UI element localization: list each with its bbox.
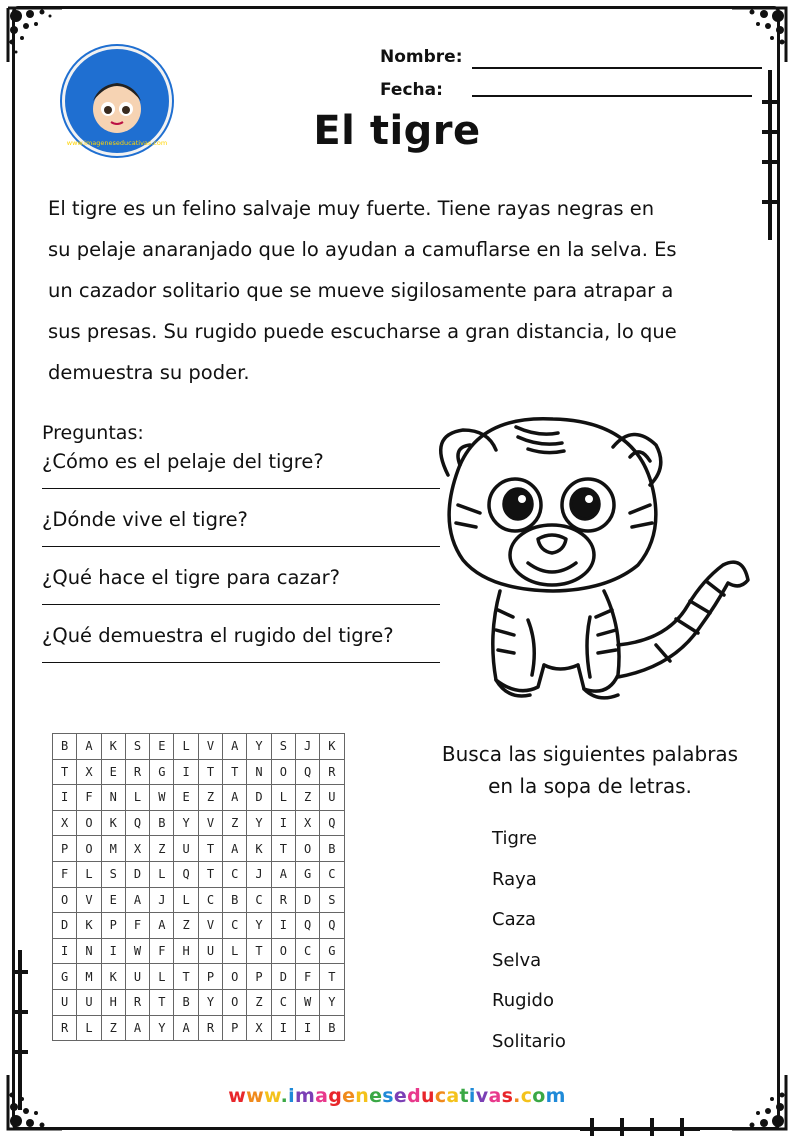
- name-field: [380, 47, 463, 67]
- grid-cell[interactable]: D: [53, 913, 77, 939]
- reading-passage: [48, 188, 758, 393]
- grid-cell[interactable]: G: [150, 759, 174, 785]
- instruction-line-1: Busca las siguientes palabras: [441, 742, 739, 766]
- answer-line-4[interactable]: [42, 654, 462, 682]
- grid-row: [53, 887, 345, 913]
- grid-cell[interactable]: U: [125, 964, 149, 990]
- date-label: Fecha:: [380, 80, 443, 100]
- grid-cell[interactable]: L: [150, 861, 174, 887]
- grid-cell[interactable]: L: [271, 785, 295, 811]
- grid-cell[interactable]: R: [53, 1015, 77, 1041]
- grid-cell[interactable]: A: [223, 836, 247, 862]
- grid-cell[interactable]: A: [77, 734, 101, 760]
- grid-cell[interactable]: T: [223, 759, 247, 785]
- grid-cell[interactable]: Z: [174, 913, 198, 939]
- grid-cell[interactable]: P: [53, 836, 77, 862]
- grid-cell[interactable]: I: [53, 785, 77, 811]
- grid-cell[interactable]: K: [101, 964, 125, 990]
- grid-cell[interactable]: O: [271, 938, 295, 964]
- grid-cell[interactable]: L: [77, 861, 101, 887]
- question-4: ¿Qué demuestra el rugido del tigre?: [42, 624, 394, 647]
- grid-cell[interactable]: X: [247, 1015, 271, 1041]
- reading-line: El tigre es un felino salvaje muy fuerte. Tiene rayas negras en: [48, 197, 655, 220]
- instruction-line-2: en la sopa de letras.: [488, 774, 692, 798]
- grid-cell[interactable]: B: [223, 887, 247, 913]
- grid-cell[interactable]: I: [271, 913, 295, 939]
- grid-cell[interactable]: F: [53, 861, 77, 887]
- word-item: Rugido: [492, 990, 554, 1011]
- website-letter: m: [294, 1085, 316, 1107]
- grid-cell[interactable]: F: [125, 913, 149, 939]
- grid-cell[interactable]: I: [295, 1015, 319, 1041]
- word-item: Caza: [492, 909, 537, 930]
- grid-cell[interactable]: Q: [320, 810, 344, 836]
- grid-row: [53, 964, 345, 990]
- grid-row: [53, 989, 345, 1015]
- answer-line-3[interactable]: [42, 596, 462, 624]
- question-1: ¿Cómo es el pelaje del tigre?: [42, 450, 324, 473]
- grid-cell[interactable]: R: [125, 759, 149, 785]
- grid-cell[interactable]: N: [247, 759, 271, 785]
- website-letter: c: [520, 1085, 533, 1107]
- reading-line: demuestra su poder.: [48, 361, 250, 384]
- grid-cell[interactable]: U: [174, 836, 198, 862]
- grid-cell[interactable]: K: [77, 913, 101, 939]
- grid-cell[interactable]: T: [198, 759, 222, 785]
- website-letter: u: [421, 1085, 435, 1107]
- grid-cell[interactable]: A: [174, 1015, 198, 1041]
- grid-cell[interactable]: K: [101, 810, 125, 836]
- website-link[interactable]: [0, 1085, 794, 1107]
- grid-cell[interactable]: U: [320, 785, 344, 811]
- grid-cell[interactable]: T: [53, 759, 77, 785]
- grid-cell[interactable]: C: [295, 938, 319, 964]
- grid-cell[interactable]: W: [150, 785, 174, 811]
- website-letter: e: [393, 1085, 408, 1107]
- grid-cell[interactable]: L: [174, 734, 198, 760]
- grid-cell[interactable]: T: [271, 836, 295, 862]
- grid-cell[interactable]: A: [150, 913, 174, 939]
- word-list: [492, 828, 566, 1071]
- word-search-instructions: [408, 738, 772, 802]
- grid-cell[interactable]: T: [320, 964, 344, 990]
- grid-cell[interactable]: M: [101, 836, 125, 862]
- website-letter: w: [228, 1085, 247, 1107]
- website-letter: o: [532, 1085, 546, 1107]
- answer-line-2[interactable]: [42, 538, 462, 566]
- word-item: Tigre: [492, 828, 537, 849]
- word-item: Solitario: [492, 1030, 566, 1052]
- grid-cell[interactable]: K: [101, 734, 125, 760]
- bottom-bar-decoration: [580, 1118, 700, 1136]
- grid-row: [53, 810, 345, 836]
- grid-cell[interactable]: G: [320, 938, 344, 964]
- date-field: [380, 80, 443, 100]
- grid-cell[interactable]: V: [198, 734, 222, 760]
- grid-cell[interactable]: Y: [247, 734, 271, 760]
- grid-cell[interactable]: B: [320, 1015, 344, 1041]
- grid-cell[interactable]: D: [125, 861, 149, 887]
- grid-cell[interactable]: Y: [150, 1015, 174, 1041]
- grid-cell[interactable]: F: [150, 938, 174, 964]
- word-search-grid: [52, 733, 345, 1041]
- grid-cell[interactable]: B: [150, 810, 174, 836]
- grid-cell[interactable]: O: [223, 989, 247, 1015]
- questions-heading: Preguntas:: [42, 422, 144, 444]
- grid-cell[interactable]: R: [271, 887, 295, 913]
- grid-cell[interactable]: Z: [101, 1015, 125, 1041]
- grid-row: [53, 1015, 345, 1041]
- grid-cell[interactable]: N: [101, 785, 125, 811]
- question-2: ¿Dónde vive el tigre?: [42, 508, 248, 531]
- grid-cell[interactable]: M: [77, 964, 101, 990]
- grid-cell[interactable]: Q: [174, 861, 198, 887]
- grid-cell[interactable]: T: [198, 861, 222, 887]
- grid-cell[interactable]: D: [271, 964, 295, 990]
- grid-row: [53, 913, 345, 939]
- grid-cell[interactable]: V: [77, 887, 101, 913]
- corner-decoration-top-left: [0, 0, 70, 70]
- grid-cell[interactable]: B: [320, 836, 344, 862]
- grid-cell[interactable]: F: [77, 785, 101, 811]
- grid-cell[interactable]: A: [125, 887, 149, 913]
- grid-cell[interactable]: A: [223, 734, 247, 760]
- grid-cell[interactable]: N: [77, 938, 101, 964]
- grid-cell[interactable]: E: [150, 734, 174, 760]
- grid-cell[interactable]: V: [198, 810, 222, 836]
- grid-cell[interactable]: K: [320, 734, 344, 760]
- name-label: Nombre:: [380, 47, 463, 67]
- grid-cell[interactable]: Y: [247, 913, 271, 939]
- grid-cell[interactable]: R: [125, 989, 149, 1015]
- grid-cell[interactable]: T: [150, 989, 174, 1015]
- grid-row: [53, 759, 345, 785]
- grid-cell[interactable]: W: [125, 938, 149, 964]
- grid-row: [53, 734, 345, 760]
- grid-row: [53, 785, 345, 811]
- website-letter: s: [501, 1085, 514, 1107]
- website-letter: m: [545, 1085, 566, 1107]
- grid-cell[interactable]: Y: [174, 810, 198, 836]
- reading-line: sus presas. Su rugido puede escucharse a gran distancia, lo que: [48, 320, 677, 343]
- grid-cell[interactable]: Q: [295, 913, 319, 939]
- website-letter: c: [434, 1085, 447, 1107]
- grid-cell[interactable]: Z: [295, 785, 319, 811]
- grid-cell[interactable]: T: [198, 836, 222, 862]
- question-3: ¿Qué hace el tigre para cazar?: [42, 566, 341, 589]
- website-letter: .: [513, 1085, 521, 1107]
- grid-cell[interactable]: X: [125, 836, 149, 862]
- grid-cell[interactable]: C: [320, 861, 344, 887]
- website-letter: i: [288, 1085, 295, 1107]
- grid-cell[interactable]: J: [150, 887, 174, 913]
- website-letter: a: [488, 1085, 502, 1107]
- grid-cell[interactable]: R: [198, 1015, 222, 1041]
- grid-cell[interactable]: J: [295, 734, 319, 760]
- grid-cell[interactable]: H: [174, 938, 198, 964]
- grid-cell[interactable]: O: [223, 964, 247, 990]
- grid-cell[interactable]: X: [295, 810, 319, 836]
- grid-cell[interactable]: C: [223, 861, 247, 887]
- grid-cell[interactable]: I: [271, 1015, 295, 1041]
- grid-cell[interactable]: L: [174, 887, 198, 913]
- grid-cell[interactable]: E: [174, 785, 198, 811]
- grid-cell[interactable]: P: [198, 964, 222, 990]
- grid-cell[interactable]: T: [247, 938, 271, 964]
- right-bar-decoration: [762, 70, 782, 240]
- grid-cell[interactable]: T: [174, 964, 198, 990]
- grid-cell[interactable]: S: [101, 861, 125, 887]
- grid-cell[interactable]: Q: [125, 810, 149, 836]
- grid-cell[interactable]: U: [198, 938, 222, 964]
- grid-cell[interactable]: A: [223, 785, 247, 811]
- grid-cell[interactable]: L: [125, 785, 149, 811]
- grid-cell[interactable]: O: [77, 810, 101, 836]
- grid-cell[interactable]: B: [174, 989, 198, 1015]
- grid-cell[interactable]: R: [320, 759, 344, 785]
- reading-line: un cazador solitario que se mueve sigilosamente para atrapar a: [48, 279, 674, 302]
- grid-cell[interactable]: C: [198, 887, 222, 913]
- website-letter: g: [328, 1085, 343, 1107]
- grid-cell[interactable]: I: [271, 810, 295, 836]
- website-letter: s: [382, 1085, 394, 1107]
- grid-cell[interactable]: U: [53, 989, 77, 1015]
- grid-cell[interactable]: S: [125, 734, 149, 760]
- page-title: El tigre: [313, 108, 481, 154]
- grid-cell[interactable]: Q: [320, 913, 344, 939]
- website-letter: w: [246, 1085, 264, 1107]
- website-letter: w: [263, 1085, 281, 1107]
- grid-cell[interactable]: Z: [150, 836, 174, 862]
- grid-cell[interactable]: Z: [223, 810, 247, 836]
- website-letter: .: [280, 1085, 289, 1107]
- website-letter: e: [342, 1085, 356, 1107]
- logo-text: www.imageneseducativas.com: [66, 139, 168, 147]
- grid-cell[interactable]: D: [295, 887, 319, 913]
- grid-cell[interactable]: Y: [198, 989, 222, 1015]
- grid-cell[interactable]: O: [53, 887, 77, 913]
- grid-cell[interactable]: I: [174, 759, 198, 785]
- grid-cell[interactable]: A: [125, 1015, 149, 1041]
- grid-cell[interactable]: D: [247, 785, 271, 811]
- grid-cell[interactable]: O: [295, 836, 319, 862]
- grid-row: [53, 861, 345, 887]
- website-letter: a: [446, 1085, 460, 1107]
- grid-cell[interactable]: I: [101, 938, 125, 964]
- grid-cell[interactable]: J: [247, 861, 271, 887]
- date-line[interactable]: [472, 95, 752, 97]
- website-letter: e: [369, 1085, 383, 1107]
- grid-cell[interactable]: S: [320, 887, 344, 913]
- grid-cell[interactable]: A: [271, 861, 295, 887]
- grid-cell[interactable]: W: [295, 989, 319, 1015]
- grid-cell[interactable]: G: [53, 964, 77, 990]
- grid-cell[interactable]: B: [53, 734, 77, 760]
- grid-cell[interactable]: E: [101, 759, 125, 785]
- grid-cell[interactable]: H: [101, 989, 125, 1015]
- website-letter: a: [315, 1085, 329, 1107]
- answer-line-1[interactable]: [42, 480, 462, 508]
- website-letter: d: [407, 1085, 421, 1107]
- grid-cell[interactable]: S: [271, 734, 295, 760]
- grid-cell[interactable]: P: [223, 1015, 247, 1041]
- grid-cell[interactable]: P: [247, 964, 271, 990]
- grid-cell[interactable]: V: [198, 913, 222, 939]
- grid-cell[interactable]: C: [247, 887, 271, 913]
- word-item: Raya: [492, 868, 537, 890]
- grid-cell[interactable]: X: [77, 759, 101, 785]
- name-line[interactable]: [472, 67, 762, 69]
- grid-cell[interactable]: U: [77, 989, 101, 1015]
- grid-cell[interactable]: Z: [198, 785, 222, 811]
- grid-cell[interactable]: L: [223, 938, 247, 964]
- grid-cell[interactable]: Y: [247, 810, 271, 836]
- grid-cell[interactable]: P: [101, 913, 125, 939]
- grid-cell[interactable]: C: [271, 989, 295, 1015]
- grid-cell[interactable]: E: [101, 887, 125, 913]
- grid-cell[interactable]: Q: [295, 759, 319, 785]
- grid-cell[interactable]: L: [77, 1015, 101, 1041]
- tiger-cub-icon: [418, 405, 758, 705]
- grid-row: [53, 836, 345, 862]
- website-letter: t: [459, 1085, 469, 1107]
- grid-cell[interactable]: G: [295, 861, 319, 887]
- questions-section: [42, 422, 462, 682]
- grid-cell[interactable]: Z: [247, 989, 271, 1015]
- website-letter: i: [468, 1085, 476, 1107]
- grid-cell[interactable]: O: [271, 759, 295, 785]
- grid-cell[interactable]: X: [53, 810, 77, 836]
- grid-cell[interactable]: I: [53, 938, 77, 964]
- website-letter: n: [355, 1085, 370, 1107]
- grid-cell[interactable]: F: [295, 964, 319, 990]
- corner-decoration-top-right: [724, 0, 794, 70]
- word-item: Selva: [492, 949, 542, 971]
- grid-row: [53, 938, 345, 964]
- website-letter: v: [475, 1085, 489, 1107]
- grid-cell[interactable]: L: [150, 964, 174, 990]
- grid-cell[interactable]: K: [247, 836, 271, 862]
- grid-cell[interactable]: C: [223, 913, 247, 939]
- grid-cell[interactable]: O: [77, 836, 101, 862]
- reading-line: su pelaje anaranjado que lo ayudan a camuflarse en la selva. Es: [48, 238, 677, 261]
- grid-cell[interactable]: Y: [320, 989, 344, 1015]
